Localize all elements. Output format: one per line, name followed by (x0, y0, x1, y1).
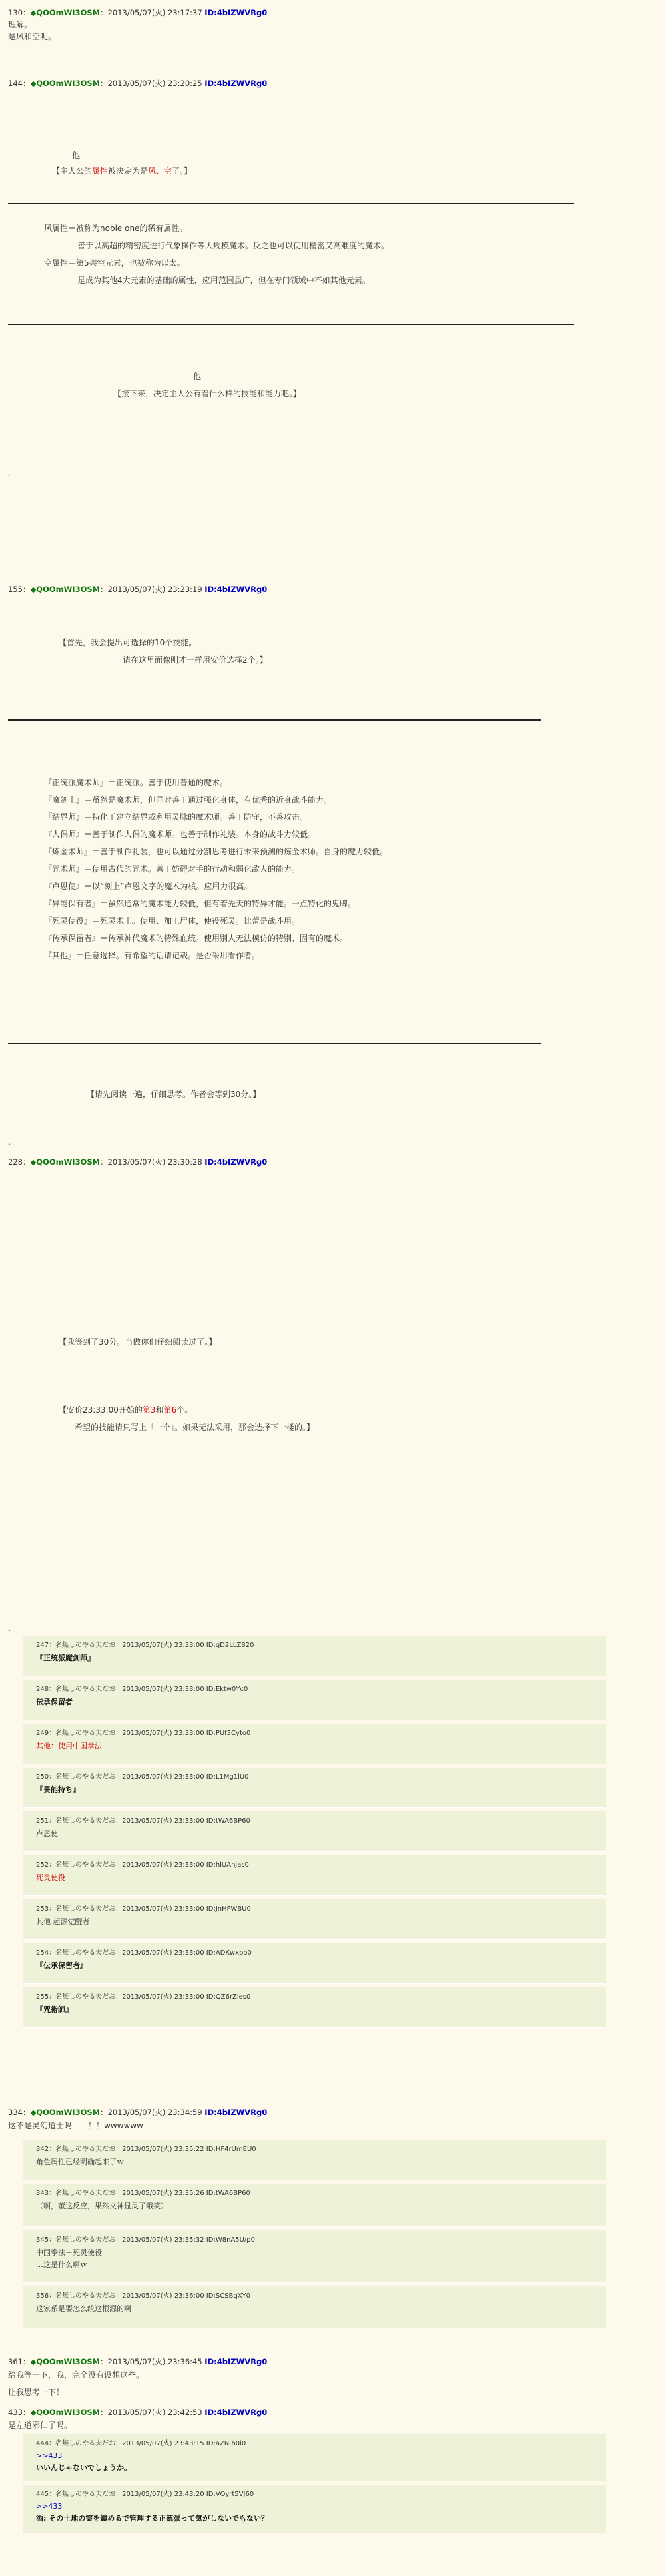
skill-item: 『炼金术师』＝善于制作礼装，也可以通过分割思考进行未来预测的炼金术师。自身的魔力较低。 (44, 847, 388, 856)
post-line: 是风和空呢。 (8, 32, 57, 41)
quote-body: 『伝承保留者』 (36, 1961, 87, 1970)
quote-header: 250：名無しのやる夫だお：2013/05/07(火) 23:33:00 ID:L1Mg1lU0 (36, 1773, 249, 1781)
attribute-desc-line: 善于以高超的精密度进行气象操作等大规模魔术。反之也可以使用精密又高难度的魔术。 (77, 241, 390, 250)
quote-block (23, 1811, 606, 1852)
quote-block (23, 1636, 606, 1676)
attribute-announcement: 【主人公的属性被决定为是风、空了。】 (52, 166, 192, 176)
skill-item: 『其他』＝任意选择。有希望的话请记载。是否采用看作者。 (44, 951, 260, 960)
poster-id[interactable]: ID:4bIZWVRg0 (204, 2408, 268, 2417)
quote-header: 254：名無しのやる夫だお：2013/05/07(火) 23:33:00 ID:ADKwxpo0 (36, 1949, 252, 1957)
skill-item: 『正统派魔术师』＝正统派。善于使用普通的魔术。 (44, 778, 228, 787)
reply-anchor-link[interactable]: >>433 (36, 2451, 63, 2460)
post-header (8, 7, 267, 19)
post-meta: ：2013/05/07(火) 23:36:45 (100, 2357, 205, 2366)
quote-header: 343：名無しのやる夫だお：2013/05/07(火) 23:35:26 ID:tWA6BP60 (36, 2190, 250, 2197)
wait-announcement: 【请先阅读一遍，仔细思考。作者会等到30分。】 (87, 1090, 261, 1099)
post-number: 144： (8, 79, 31, 88)
poster-name[interactable]: ◆QOOmWI3OSM (30, 2408, 101, 2417)
reply-anchor-link[interactable]: >>433 (36, 2502, 63, 2511)
attribute-desc-line: 空属性＝第5架空元素，也被称为以太。 (44, 258, 185, 268)
quote-header: 253：名無しのやる夫だお：2013/05/07(火) 23:33:00 ID:JnHFWBU0 (36, 1905, 251, 1913)
post-header (8, 2406, 267, 2418)
quote-header: 356：名無しのやる夫だお：2013/05/07(火) 23:36:00 ID:SCSBqXY0 (36, 2292, 251, 2300)
poster-id[interactable]: ID:4bIZWVRg0 (204, 79, 268, 88)
quote-block (23, 1943, 606, 1984)
quote-block (23, 2434, 606, 2481)
quote-block (23, 2485, 606, 2533)
dot-separator: 、 (8, 1624, 15, 1632)
quote-header: 255：名無しのやる夫だお：2013/05/07(火) 23:33:00 ID:QZ6rZles0 (36, 1993, 251, 2001)
quote-block (23, 1768, 606, 1808)
poster-id[interactable]: ID:4bIZWVRg0 (204, 585, 268, 594)
poster-id[interactable]: ID:4bIZWVRg0 (204, 2108, 268, 2117)
quote-header: 248：名無しのやる夫だお：2013/05/07(火) 23:33:00 ID:Ektw0Yc0 (36, 1686, 248, 1693)
speaker-label: 他 (72, 151, 81, 160)
poster-name[interactable]: ◆QOOmWI3OSM (30, 2357, 101, 2366)
quote-block (23, 2230, 606, 2283)
quote-body: 其他：使用中国拳法 (36, 1742, 102, 1750)
quote-block (23, 2286, 606, 2328)
quote-body: 『異能持ち』 (36, 1785, 80, 1794)
quote-body: …这是什么啊ｗ (36, 2260, 87, 2269)
speaker-label: 他 (193, 372, 202, 381)
post-meta: ：2013/05/07(火) 23:20:25 (100, 79, 205, 88)
skill-item: 『结界师』＝特化于建立结界或利用灵脉的魔术师。善于防守，不善攻击。 (44, 812, 308, 822)
waited-announcement: 【我等到了30分。当做你们仔细阅读过了。】 (59, 1337, 217, 1347)
quote-header: 445：名無しのやる夫だお：2013/05/07(火) 23:43:20 ID:VOyrt5VJ60 (36, 2491, 254, 2498)
post-line: 理解。 (8, 20, 33, 29)
post-header (8, 2106, 267, 2118)
poster-name[interactable]: ◆QOOmWI3OSM (30, 8, 101, 17)
post-meta: ：2013/05/07(火) 23:23:19 (100, 585, 205, 594)
quote-body: 『咒術師』 (36, 2005, 73, 2014)
quote-body: 『正统派魔剑师』 (36, 1654, 95, 1662)
post-meta: ：2013/05/07(火) 23:34:59 (100, 2108, 205, 2117)
quote-header: 444：名無しのやる夫だお：2013/05/07(火) 23:43:15 ID:aZN.h0i0 (36, 2440, 246, 2447)
poster-name[interactable]: ◆QOOmWI3OSM (30, 585, 101, 594)
quote-body: 卢恩使 (36, 1829, 58, 1838)
quote-block (23, 1899, 606, 1940)
quote-body: 伝承保留者 (36, 1698, 73, 1706)
poster-id[interactable]: ID:4bIZWVRg0 (204, 2357, 268, 2366)
post-line: 是左道邪仙了吗。 (8, 2421, 73, 2430)
quote-block (23, 1987, 606, 2028)
quote-body: 其他 起源觉醒者 (36, 1917, 90, 1926)
quote-body: 这家系是要怎么统这根源的啊 (36, 2304, 131, 2313)
quote-body: いいんじゃないでしょうか。 (36, 2463, 131, 2472)
post-line: 给我等一下，我，完全没有设想这些。 (8, 2370, 145, 2380)
divider (8, 1043, 541, 1044)
poster-name[interactable]: ◆QOOmWI3OSM (30, 1157, 101, 1167)
divider (8, 719, 541, 721)
anchor-instruction: 希望的技能请只写上「一个」。如果无法采用，那会选择下一楼的。】 (75, 1423, 315, 1432)
post-header (8, 1156, 267, 1168)
post-number: 334： (8, 2108, 31, 2117)
next-step-announcement: 【接下来，决定主人公有着什么样的技能和能力吧。】 (113, 389, 302, 398)
poster-id[interactable]: ID:4bIZWVRg0 (204, 1157, 268, 1167)
dot-separator: 、 (8, 1137, 15, 1146)
skill-item: 『卢恩使』＝以“刻上”卢恩文字的魔术为核。应用力很高。 (44, 882, 252, 891)
post-number: 228： (8, 1157, 31, 1167)
post-meta: ：2013/05/07(火) 23:42:53 (100, 2408, 205, 2417)
quote-body: 酒: その土地の霊を鎮めるで管理する正統派って気がしないでもない？ (36, 2514, 269, 2523)
dot-separator: 、 (8, 469, 15, 478)
quote-header: 251：名無しのやる夫だお：2013/05/07(火) 23:33:00 ID:tWA6BP60 (36, 1817, 250, 1825)
skill-item: 『人偶师』＝善于制作人偶的魔术师。也善于制作礼装。本身的战斗力较低。 (44, 830, 316, 839)
quote-body: （啊，董这反应，果然文神显灵了哦笑） (36, 2202, 168, 2210)
post-line: 这不是灵幻道士吗——！！wwwwww (8, 2121, 143, 2130)
poster-name[interactable]: ◆QOOmWI3OSM (30, 79, 101, 88)
quote-block (23, 1724, 606, 1764)
quote-block (23, 1680, 606, 1720)
divider (8, 203, 574, 204)
quote-body: 角色属性已经明确起来了ｗ (36, 2158, 124, 2166)
quote-block (23, 2140, 606, 2180)
quote-header: 249：名無しのやる夫だお：2013/05/07(火) 23:33:00 ID:PUf3Cyto0 (36, 1730, 251, 1737)
quote-block (23, 2184, 606, 2227)
post-line: 让我思考一下！ (8, 2388, 65, 2397)
post-number: 130： (8, 8, 31, 17)
post-number: 433： (8, 2408, 31, 2417)
quote-header: 342：名無しのやる夫だお：2013/05/07(火) 23:35:22 ID:HF4rUmEU0 (36, 2146, 256, 2153)
skill-item: 『魔剑士』＝虽然是魔术师，但同时善于通过强化身体，有优秀的近身战斗能力。 (44, 795, 332, 805)
quote-header: 247：名無しのやる夫だお：2013/05/07(火) 23:33:00 ID:qD2LLZ820 (36, 1642, 254, 1649)
skill-intro-line: 请在这里面像刚才一样用安价选择2个。】 (123, 655, 268, 665)
post-header (8, 583, 267, 595)
skill-item: 『异能保有者』＝虽然通常的魔术能力较低，但有着先天的特异才能。一点特化的鬼牌。 (44, 899, 356, 908)
quote-block (23, 1855, 606, 1896)
skill-intro-line: 【首先，我会提出可选择的10个技能。 (59, 638, 197, 647)
post-header (8, 77, 267, 89)
post-number: 155： (8, 585, 31, 594)
quote-body: 中国拳法＋死灵使役 (36, 2248, 102, 2257)
quote-header: 345：名無しのやる夫だお：2013/05/07(火) 23:35:32 ID:W8nA5U/p0 (36, 2236, 256, 2244)
post-number: 361： (8, 2357, 31, 2366)
quote-body: 死灵使役 (36, 1873, 65, 1882)
skill-item: 『传承保留者』＝传承神代魔术的特殊血统。使用别人无法模仿的特别、固有的魔术。 (44, 934, 348, 943)
post-meta: ：2013/05/07(火) 23:30:28 (100, 1157, 205, 1167)
post-meta: ：2013/05/07(火) 23:17:37 (100, 8, 205, 17)
skill-item: 『死灵使役』＝死灵术士。使用、加工尸体，使役死灵。比蕾是战斗用。 (44, 916, 300, 926)
poster-id[interactable]: ID:4bIZWVRg0 (204, 8, 268, 17)
poster-name[interactable]: ◆QOOmWI3OSM (30, 2108, 101, 2117)
anchor-announcement: 【安价23:33:00开始的第3和第6个。 (59, 1405, 193, 1415)
divider (8, 324, 574, 325)
attribute-desc-line: 是成为其他4大元素的基础的属性，应用范围虽广，但在专门领域中不如其他元素。 (77, 276, 370, 285)
post-header (8, 2356, 267, 2368)
attribute-desc-line: 风属性＝被称为noble one的稀有属性。 (44, 224, 188, 233)
skill-item: 『咒术师』＝使用古代的咒术。善于妨碍对手的行动和弱化敌人的能力。 (44, 864, 300, 874)
quote-header: 252：名無しのやる夫だお：2013/05/07(火) 23:33:00 ID:hlUAnjas0 (36, 1861, 249, 1869)
